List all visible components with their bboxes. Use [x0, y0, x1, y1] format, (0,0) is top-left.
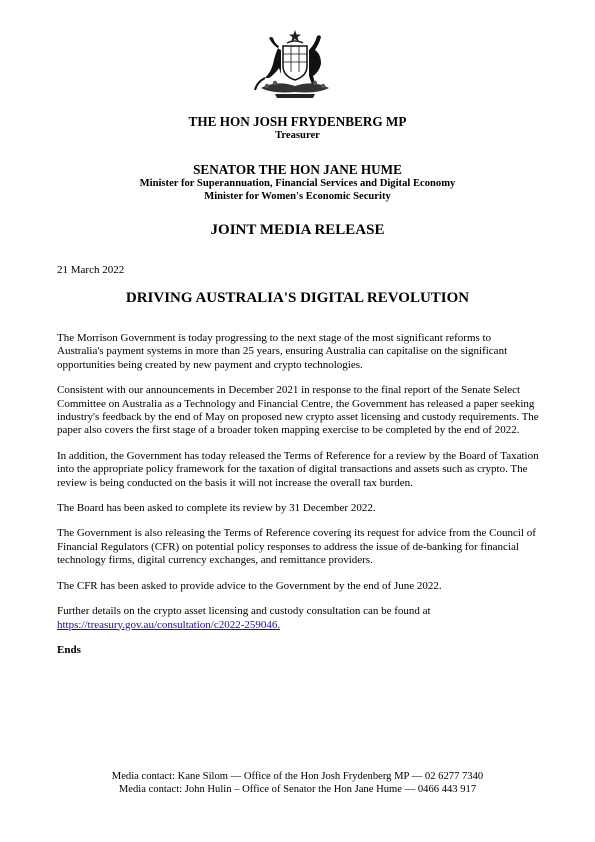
paragraph: The Government is also releasing the Terms of Reference covering its request for advice from the Council of Financial Regulators (CFR) on potential policy responses to address the issue of de-banking for financial technology firms, digital currency exchanges, and remittance providers.: [57, 527, 536, 567]
release-type: JOINT MEDIA RELEASE: [210, 222, 385, 238]
coat-of-arms-icon: [251, 28, 339, 100]
treasurer-name: THE HON JOSH FRYDENBERG MP: [188, 114, 407, 129]
paragraph: Consistent with our announcements in December 2021 in response to the final report of the Senate Select Committee on Australia as a Technology and Financial Centre, the Government has released a paper seeking industry's feedback by the end of May on proposed new crypto asset licensing and custody requirements. The paper also covers the first stage of a broader token mapping exercise to be completed by the end of 2022.: [57, 384, 539, 437]
paragraph: The Morrison Government is today progressing to the next stage of the most significant reforms to Australia's payment systems in more than 25 years, ensuring Australia can capitalise on the significant opportunities being created by new payment and crypto technologies.: [57, 332, 508, 371]
paragraph: The CFR has been asked to provide advice to the Government by the end of June 2022.: [57, 579, 442, 592]
paragraph-consultation: [57, 605, 539, 632]
headline: DRIVING AUSTRALIA'S DIGITAL REVOLUTION: [125, 290, 470, 306]
consultation-link[interactable]: https://treasury.gov.au/consultation/c2022-259046.: [57, 618, 281, 631]
senator-name: SENATOR THE HON JANE HUME: [193, 162, 402, 177]
body-text: [57, 332, 539, 669]
senator-title-1: Minister for Superannuation, Financial Services and Digital Economy: [139, 178, 456, 189]
ends-marker: Ends: [57, 643, 81, 656]
release-date: 21 March 2022: [57, 264, 125, 276]
senator-title-2: Minister for Women's Economic Security: [204, 191, 391, 202]
paragraph: In addition, the Government has today released the Terms of Reference for a review by the Board of Taxation into the appropriate policy framework for the taxation of digital transactions and assets such as crypto. The review is being conducted on the basis it will not increase the overall tax burden.: [57, 449, 539, 489]
consultation-text: Further details on the crypto asset licensing and custody consultation can be found at: [57, 605, 431, 618]
treasurer-title: Treasurer: [275, 130, 320, 141]
paragraph: The Board has been asked to complete its review by 31 December 2022.: [57, 502, 376, 515]
media-contact-1: Media contact: Kane Silom — Office of the Hon Josh Frydenberg MP — 02 6277 7340: [111, 771, 484, 782]
media-contact-2: Media contact: John Hulin – Office of Senator the Hon Jane Hume — 0466 443 917: [118, 784, 477, 796]
media-contacts: [0, 770, 595, 796]
